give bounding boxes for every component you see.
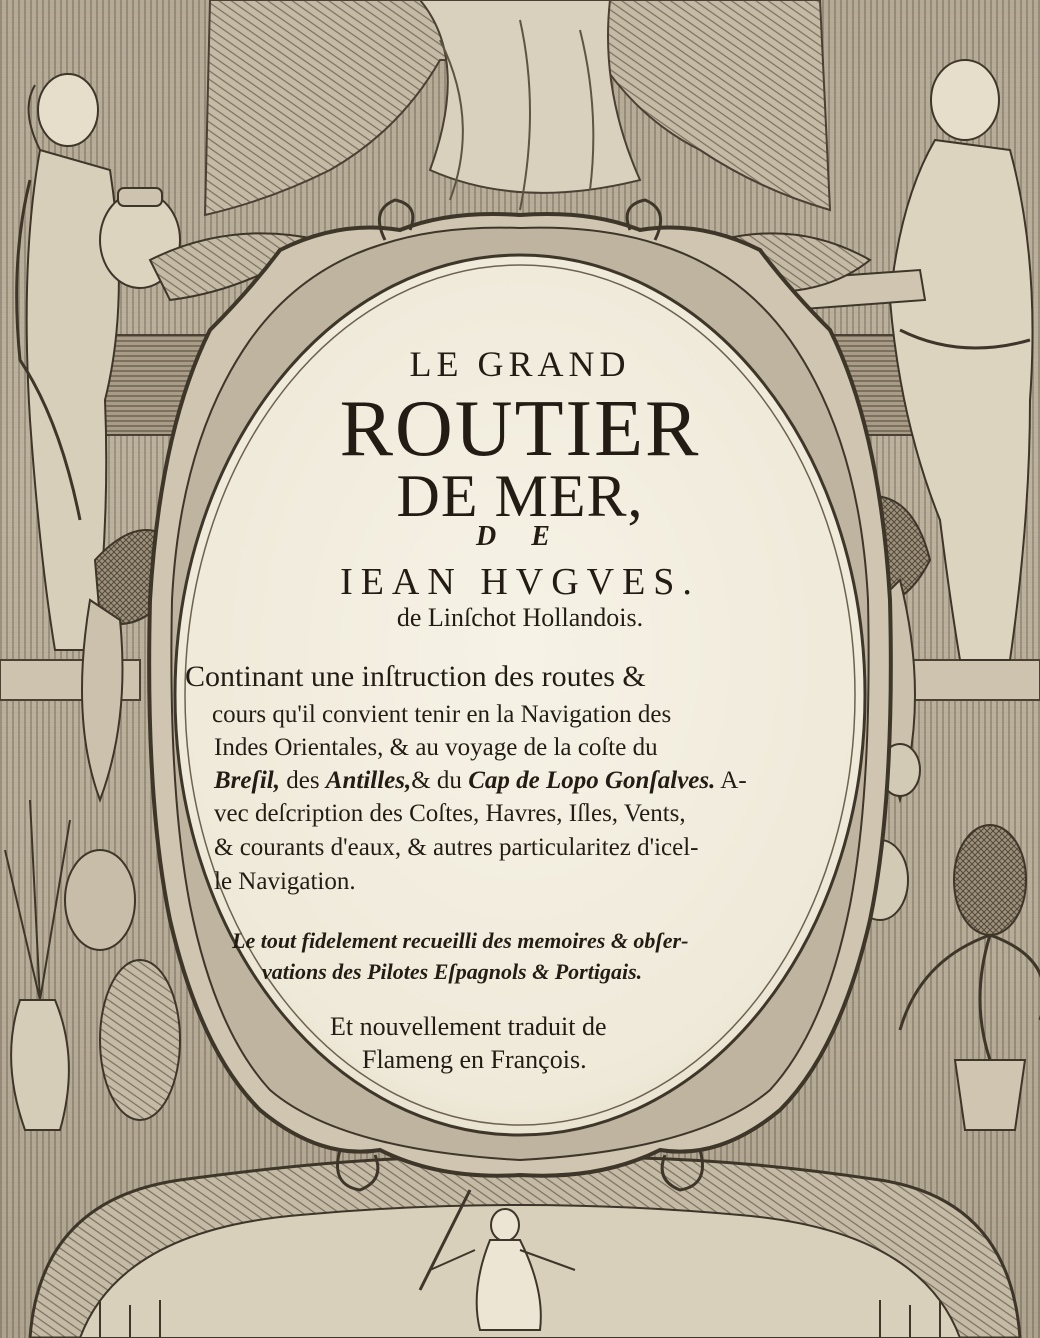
title-small: LE GRAND — [409, 344, 631, 384]
roman-text: A- — [715, 767, 747, 794]
roman-text: des — [279, 767, 326, 794]
author-origin: de Linſchot Hollandois. — [396, 603, 644, 632]
body-line: cours qu'il convient tenir en la Navigation des — [212, 701, 672, 728]
roman-text: & du — [411, 767, 469, 794]
body-line: Continant une inſtruction des routes & — [185, 660, 646, 693]
body-line-mixed — [214, 767, 747, 795]
title-medium: DE MER, — [396, 463, 644, 529]
closing-line: Et nouvellement traduit de — [330, 1012, 607, 1041]
italic-note-line: vations des Pilotes Eſpagnols & Portigais. — [262, 959, 643, 984]
italic-place: Breſil, — [214, 767, 280, 794]
closing-line: Flameng en François. — [362, 1045, 587, 1074]
body-line: Indes Orientales, & au voyage de la coſte du — [214, 734, 658, 761]
italic-place: Antilles, — [325, 767, 412, 794]
author-name: IEAN HVGVES. — [340, 561, 700, 603]
body-line: le Navigation. — [214, 868, 356, 895]
italic-note-line: Le tout fidelement recueilli des memoires & obſer- — [232, 928, 689, 953]
title-large: ROUTIER — [339, 385, 701, 473]
body-line: & courants d'eaux, & autres particularitez d'icel- — [214, 834, 699, 861]
preposition: D E — [476, 521, 564, 552]
italic-place: Cap de Lopo Gonſalves. — [468, 767, 716, 794]
body-line: vec deſcription des Coſtes, Havres, Iſles, Vents, — [214, 800, 686, 827]
